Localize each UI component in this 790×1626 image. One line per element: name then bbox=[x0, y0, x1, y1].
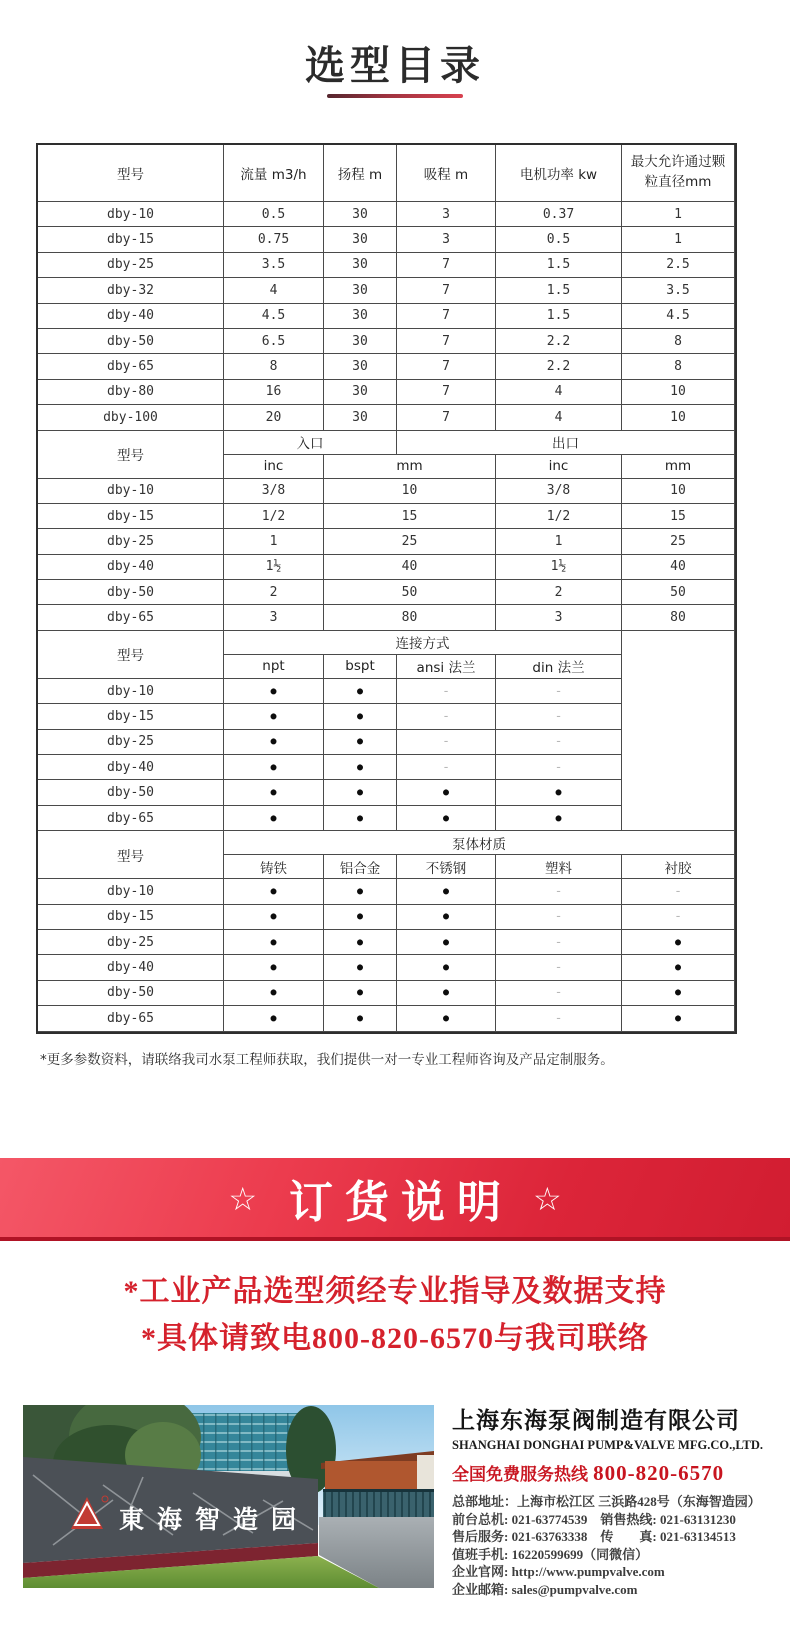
gate bbox=[323, 1491, 434, 1519]
model-cell: dby-40 bbox=[38, 955, 224, 980]
model-cell: dby-65 bbox=[38, 354, 224, 379]
absent-marker: - bbox=[496, 955, 622, 980]
model-cell: dby-50 bbox=[38, 981, 224, 1006]
present-marker: ● bbox=[224, 981, 324, 1006]
present-marker: ● bbox=[224, 780, 324, 805]
column-header: 型号 bbox=[38, 631, 224, 679]
data-cell: 3 bbox=[496, 605, 622, 630]
absent-marker: - bbox=[622, 879, 735, 904]
slogan-line: *工业产品选型须经专业指导及数据支持 bbox=[123, 1275, 667, 1308]
data-cell: 1.5 bbox=[496, 253, 622, 278]
data-cell: 8 bbox=[622, 354, 735, 379]
title-underline bbox=[327, 94, 463, 98]
model-cell: dby-10 bbox=[38, 879, 224, 904]
column-header: 塑料 bbox=[496, 855, 622, 879]
selection-tables bbox=[36, 143, 737, 1034]
data-cell: 15 bbox=[324, 504, 496, 529]
data-cell: 50 bbox=[622, 580, 735, 605]
absent-marker: - bbox=[496, 730, 622, 755]
data-cell: 30 bbox=[324, 329, 397, 354]
group-header: 泵体材质 bbox=[224, 831, 735, 855]
present-marker: ● bbox=[496, 780, 622, 805]
data-cell: 6.5 bbox=[224, 329, 324, 354]
present-marker: ● bbox=[397, 879, 496, 904]
present-marker: ● bbox=[622, 930, 735, 955]
model-cell: dby-10 bbox=[38, 679, 224, 704]
absent-marker: - bbox=[496, 1006, 622, 1031]
data-cell: 0.5 bbox=[224, 202, 324, 227]
column-header: 不锈钢 bbox=[397, 855, 496, 879]
column-header: 流量 m3/h bbox=[224, 145, 324, 202]
present-marker: ● bbox=[397, 930, 496, 955]
data-cell: 30 bbox=[324, 202, 397, 227]
banner-title: 订货说明 bbox=[289, 1176, 513, 1228]
model-cell: dby-15 bbox=[38, 227, 224, 252]
data-cell: 8 bbox=[224, 354, 324, 379]
present-marker: ● bbox=[324, 730, 397, 755]
present-marker: ● bbox=[397, 806, 496, 831]
present-marker: ● bbox=[224, 879, 324, 904]
data-cell: 10 bbox=[622, 479, 735, 504]
data-cell: 15 bbox=[622, 504, 735, 529]
model-cell: dby-80 bbox=[38, 380, 224, 405]
data-cell: 30 bbox=[324, 304, 397, 329]
model-cell: dby-25 bbox=[38, 730, 224, 755]
hotline bbox=[452, 1460, 782, 1486]
slogan-line: *具体请致电800-820-6570与我司联络 bbox=[141, 1322, 649, 1355]
present-marker: ● bbox=[224, 755, 324, 780]
model-cell: dby-25 bbox=[38, 253, 224, 278]
company-contact-block bbox=[452, 1402, 782, 1599]
data-cell: 80 bbox=[622, 605, 735, 630]
data-cell: 30 bbox=[324, 253, 397, 278]
data-cell: 3/8 bbox=[224, 479, 324, 504]
data-cell: 30 bbox=[324, 380, 397, 405]
column-header: 扬程 m bbox=[324, 145, 397, 202]
model-cell: dby-25 bbox=[38, 529, 224, 554]
group-header: 入口 bbox=[224, 431, 397, 455]
ports-table bbox=[38, 431, 735, 631]
data-cell: 1 bbox=[622, 227, 735, 252]
absent-marker: - bbox=[496, 879, 622, 904]
present-marker: ● bbox=[397, 780, 496, 805]
model-cell: dby-25 bbox=[38, 930, 224, 955]
present-marker: ● bbox=[324, 780, 397, 805]
present-marker: ● bbox=[324, 879, 397, 904]
contact-line: 企业官网: http://www.pumpvalve.com bbox=[452, 1564, 665, 1580]
present-marker: ● bbox=[224, 806, 324, 831]
present-marker: ● bbox=[324, 955, 397, 980]
data-cell: 1/2 bbox=[496, 504, 622, 529]
company-name: 上海东海泵阀制造有限公司 bbox=[452, 1408, 740, 1434]
model-cell: dby-65 bbox=[38, 605, 224, 630]
star-icon: ☆ bbox=[533, 1179, 562, 1218]
data-cell: 1.5 bbox=[496, 278, 622, 303]
model-cell: dby-40 bbox=[38, 555, 224, 580]
data-cell: 4 bbox=[496, 380, 622, 405]
order-banner bbox=[0, 1158, 790, 1241]
absent-marker: - bbox=[496, 679, 622, 704]
present-marker: ● bbox=[324, 806, 397, 831]
present-marker: ● bbox=[224, 730, 324, 755]
group-header: 出口 bbox=[397, 431, 735, 455]
present-marker: ● bbox=[324, 905, 397, 930]
absent-marker: - bbox=[496, 755, 622, 780]
absent-marker: - bbox=[397, 679, 496, 704]
column-header: inc bbox=[496, 455, 622, 479]
data-cell: 2 bbox=[224, 580, 324, 605]
data-cell: 7 bbox=[397, 380, 496, 405]
data-cell: 40 bbox=[324, 555, 496, 580]
column-header: mm bbox=[324, 455, 496, 479]
model-cell: dby-15 bbox=[38, 504, 224, 529]
column-header: npt bbox=[224, 655, 324, 679]
present-marker: ● bbox=[622, 981, 735, 1006]
model-cell: dby-15 bbox=[38, 704, 224, 729]
data-cell: 7 bbox=[397, 278, 496, 303]
column-header: 最大允许通过颗粒直径mm bbox=[622, 145, 735, 202]
column-header: 型号 bbox=[38, 431, 224, 479]
absent-marker: - bbox=[496, 905, 622, 930]
present-marker: ● bbox=[224, 704, 324, 729]
present-marker: ● bbox=[397, 1006, 496, 1031]
data-cell: 1 bbox=[622, 202, 735, 227]
absent-marker: - bbox=[397, 755, 496, 780]
column-header: inc bbox=[224, 455, 324, 479]
model-cell: dby-10 bbox=[38, 479, 224, 504]
data-cell: 25 bbox=[324, 529, 496, 554]
page-title: 选型目录 bbox=[305, 43, 485, 89]
empty-cell bbox=[622, 631, 735, 831]
data-cell: 30 bbox=[324, 278, 397, 303]
column-header: mm bbox=[622, 455, 735, 479]
model-cell: dby-40 bbox=[38, 304, 224, 329]
factory-photo bbox=[23, 1405, 434, 1588]
data-cell: 10 bbox=[622, 380, 735, 405]
company-name-en: SHANGHAI DONGHAI PUMP&VALVE MFG.CO.,LTD. bbox=[452, 1438, 764, 1452]
present-marker: ● bbox=[622, 955, 735, 980]
data-cell: 10 bbox=[622, 405, 735, 430]
data-cell: 4 bbox=[224, 278, 324, 303]
present-marker: ● bbox=[324, 679, 397, 704]
absent-marker: - bbox=[496, 981, 622, 1006]
data-cell: 20 bbox=[224, 405, 324, 430]
present-marker: ● bbox=[324, 981, 397, 1006]
contact-line: 值班手机: 16220599699（同微信） bbox=[452, 1546, 649, 1562]
material-table bbox=[38, 831, 735, 1031]
data-cell: 30 bbox=[324, 227, 397, 252]
contact-details bbox=[452, 1493, 782, 1599]
data-cell: 0.75 bbox=[224, 227, 324, 252]
contact-line: 前台总机: 021-63774539 销售热线: 021-63131230 bbox=[452, 1511, 736, 1527]
model-cell: dby-50 bbox=[38, 329, 224, 354]
present-marker: ● bbox=[224, 1006, 324, 1031]
column-header: 电机功率 kw bbox=[496, 145, 622, 202]
present-marker: ● bbox=[324, 930, 397, 955]
absent-marker: - bbox=[496, 930, 622, 955]
data-cell: 10 bbox=[324, 479, 496, 504]
connection-table bbox=[38, 631, 735, 831]
column-header: bspt bbox=[324, 655, 397, 679]
column-header: 铸铁 bbox=[224, 855, 324, 879]
present-marker: ● bbox=[324, 1006, 397, 1031]
contact-line: 总部地址：上海市松江区 三浜路428号（东海智造园） bbox=[452, 1494, 761, 1509]
data-cell: 3.5 bbox=[622, 278, 735, 303]
absent-marker: - bbox=[397, 730, 496, 755]
column-header: din 法兰 bbox=[496, 655, 622, 679]
column-header: 衬胶 bbox=[622, 855, 735, 879]
model-cell: dby-100 bbox=[38, 405, 224, 430]
model-cell: dby-65 bbox=[38, 806, 224, 831]
model-cell: dby-50 bbox=[38, 580, 224, 605]
present-marker: ● bbox=[324, 755, 397, 780]
data-cell: 2.2 bbox=[496, 329, 622, 354]
data-cell: 1/2 bbox=[224, 504, 324, 529]
data-cell: 16 bbox=[224, 380, 324, 405]
data-cell: 2.5 bbox=[622, 253, 735, 278]
data-cell: 7 bbox=[397, 329, 496, 354]
absent-marker: - bbox=[397, 704, 496, 729]
sign-text: 東海智造园 bbox=[119, 1505, 310, 1534]
data-cell: 7 bbox=[397, 354, 496, 379]
model-cell: dby-40 bbox=[38, 755, 224, 780]
data-cell: 1 bbox=[224, 529, 324, 554]
present-marker: ● bbox=[496, 806, 622, 831]
data-cell: 40 bbox=[622, 555, 735, 580]
present-marker: ● bbox=[324, 704, 397, 729]
data-cell: 1½ bbox=[496, 555, 622, 580]
gate-rail bbox=[323, 1489, 434, 1492]
present-marker: ● bbox=[224, 679, 324, 704]
data-cell: 30 bbox=[324, 354, 397, 379]
model-cell: dby-10 bbox=[38, 202, 224, 227]
present-marker: ● bbox=[397, 981, 496, 1006]
present-marker: ● bbox=[397, 905, 496, 930]
column-header: 吸程 m bbox=[397, 145, 496, 202]
model-cell: dby-32 bbox=[38, 278, 224, 303]
data-cell: 4.5 bbox=[224, 304, 324, 329]
data-cell: 3 bbox=[397, 202, 496, 227]
model-cell: dby-15 bbox=[38, 905, 224, 930]
data-cell: 80 bbox=[324, 605, 496, 630]
data-cell: 3.5 bbox=[224, 253, 324, 278]
column-header: ansi 法兰 bbox=[397, 655, 496, 679]
data-cell: 3 bbox=[224, 605, 324, 630]
spec-table bbox=[38, 145, 735, 431]
data-cell: 3/8 bbox=[496, 479, 622, 504]
data-cell: 4.5 bbox=[622, 304, 735, 329]
hotline-number: 800-820-6570 bbox=[593, 1461, 725, 1485]
factory-photo-graphic bbox=[23, 1405, 434, 1588]
slogan-block bbox=[0, 1268, 790, 1362]
present-marker: ● bbox=[224, 955, 324, 980]
column-header: 型号 bbox=[38, 145, 224, 202]
data-cell: 8 bbox=[622, 329, 735, 354]
data-cell: 2.2 bbox=[496, 354, 622, 379]
group-header: 连接方式 bbox=[224, 631, 622, 655]
contact-line: 售后服务: 021-63763338 传 真: 021-63134513 bbox=[452, 1529, 736, 1545]
data-cell: 3 bbox=[397, 227, 496, 252]
data-cell: 50 bbox=[324, 580, 496, 605]
data-cell: 7 bbox=[397, 405, 496, 430]
absent-marker: - bbox=[622, 905, 735, 930]
column-header: 型号 bbox=[38, 831, 224, 879]
note-text: *更多参数资料，请联络我司水泵工程师获取，我们提供一对一专业工程师咨询及产品定制服务。 bbox=[40, 1052, 614, 1068]
contact-line: 企业邮箱: sales@pumpvalve.com bbox=[452, 1581, 638, 1597]
data-cell: 1 bbox=[496, 529, 622, 554]
model-cell: dby-50 bbox=[38, 780, 224, 805]
data-cell: 7 bbox=[397, 253, 496, 278]
data-cell: 2 bbox=[496, 580, 622, 605]
absent-marker: - bbox=[496, 704, 622, 729]
data-cell: 0.37 bbox=[496, 202, 622, 227]
data-cell: 7 bbox=[397, 304, 496, 329]
present-marker: ● bbox=[224, 930, 324, 955]
data-cell: 4 bbox=[496, 405, 622, 430]
column-header: 铝合金 bbox=[324, 855, 397, 879]
star-icon: ☆ bbox=[228, 1179, 257, 1218]
present-marker: ● bbox=[622, 1006, 735, 1031]
data-cell: 25 bbox=[622, 529, 735, 554]
data-cell: 1½ bbox=[224, 555, 324, 580]
data-cell: 1.5 bbox=[496, 304, 622, 329]
present-marker: ● bbox=[397, 955, 496, 980]
data-cell: 30 bbox=[324, 405, 397, 430]
present-marker: ● bbox=[224, 905, 324, 930]
data-cell: 0.5 bbox=[496, 227, 622, 252]
hotline-label: 全国免费服务热线 bbox=[452, 1465, 588, 1485]
model-cell: dby-65 bbox=[38, 1006, 224, 1031]
